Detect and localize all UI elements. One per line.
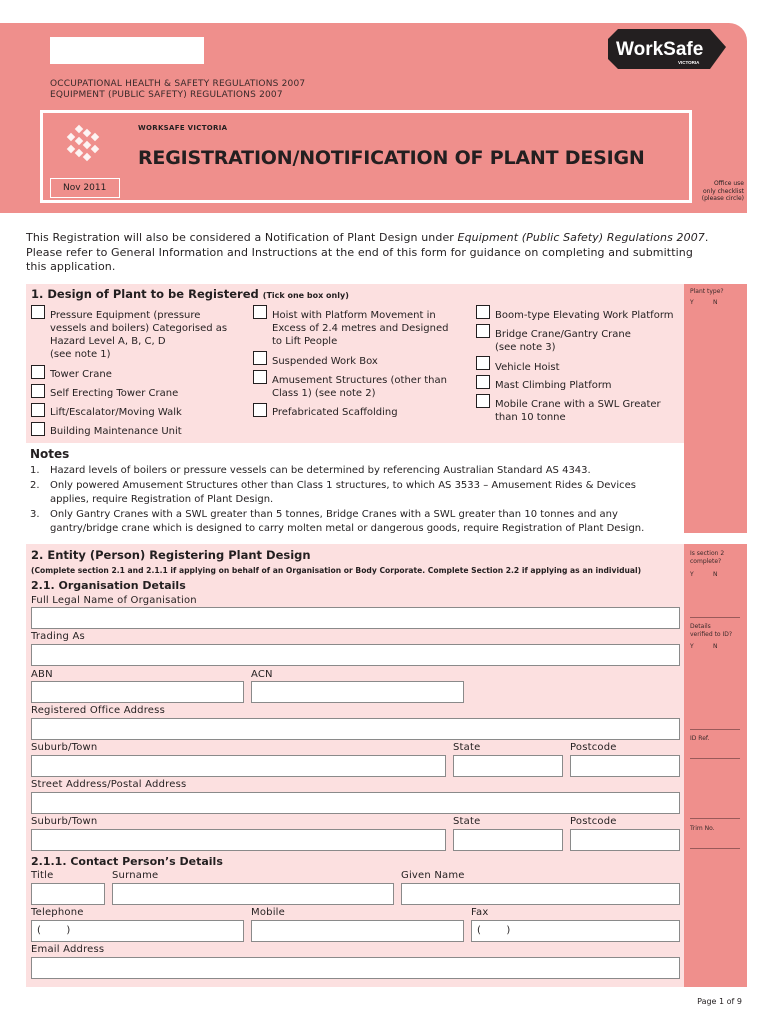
registered-office-input[interactable] [31, 718, 680, 740]
option-lift-escalator: Lift/Escalator/Moving Walk [50, 407, 182, 418]
divider [690, 818, 740, 819]
checkbox-bridge-gantry-crane[interactable] [476, 324, 490, 338]
trim-no-label: Trim No. [690, 825, 715, 832]
intro-text: This Registration will also be considered a Notification of Plant Design under Equipment (Public Safety) Regulations 2007. Please refer to General Information and Instructions at the end of this form for guidance on completing and submitting this application. [26, 231, 709, 273]
section2-complete-q: Is section 2 complete? [690, 550, 725, 565]
mobile-input[interactable] [251, 920, 464, 942]
verified-id-y[interactable]: Y [690, 643, 694, 650]
label-suburb-2: Suburb/Town [31, 816, 98, 827]
title-input[interactable] [31, 883, 105, 905]
divider [690, 729, 740, 730]
label-given-name: Given Name [401, 870, 465, 881]
given-name-input[interactable] [401, 883, 680, 905]
option-bridge-gantry-crane: Bridge Crane/Gantry Crane (see note 3) [495, 329, 631, 353]
option-suspended-work-box: Suspended Work Box [272, 356, 378, 367]
logo-sub: VICTORIA [678, 60, 700, 65]
option-boom-type-ewp: Boom-type Elevating Work Platform [495, 310, 674, 321]
id-ref-line[interactable] [690, 758, 740, 759]
form-date: Nov 2011 [50, 178, 120, 198]
trading-as-input[interactable] [31, 644, 680, 666]
abn-input[interactable] [31, 681, 244, 703]
worksafe-logo [606, 25, 728, 73]
note-3: 3. Only Gantry Cranes with a SWL greater than 5 tonnes, Bridge Cranes with a SWL greater than 10 tonnes and any gantry/bridge crane which is designed to carry molten metal or dangerous goods, require Registration of Plant Design. [30, 509, 645, 534]
surname-input[interactable] [112, 883, 394, 905]
page-title: REGISTRATION/NOTIFICATION OF PLANT DESIGN [138, 147, 645, 169]
checkbox-building-maintenance-unit[interactable] [31, 422, 45, 436]
checkbox-self-erecting-tower-crane[interactable] [31, 384, 45, 398]
label-state-2: State [453, 816, 481, 827]
checkbox-suspended-work-box[interactable] [253, 351, 267, 365]
contact-details-title: 2.1.1. Contact Person’s Details [31, 855, 223, 868]
label-postcode-2: Postcode [570, 816, 617, 827]
diamond-pattern-icon [66, 124, 104, 164]
checkbox-boom-type-ewp[interactable] [476, 305, 490, 319]
office-use-note: Office use only checklist (please circle) [701, 180, 744, 202]
verified-id-n[interactable]: N [713, 643, 718, 650]
label-telephone: Telephone [31, 907, 84, 918]
notes-title: Notes [30, 447, 70, 461]
section-2-instruction: (Complete section 2.1 and 2.1.1 if applying on behalf of an Organisation or Body Corporate. Complete Section 2.2 if applying as an individual) [31, 566, 642, 575]
label-trading-as: Trading As [31, 631, 85, 642]
divider [690, 617, 740, 618]
option-amusement-structures: Amusement Structures (other than Class 1) (see note 2) [272, 375, 447, 399]
checkbox-amusement-structures[interactable] [253, 370, 267, 384]
option-mast-climbing-platform: Mast Climbing Platform [495, 380, 612, 391]
suburb-input[interactable] [31, 755, 446, 777]
checkbox-pressure-equipment[interactable] [31, 305, 45, 319]
regulations-line-2: EQUIPMENT (PUBLIC SAFETY) REGULATIONS 2007 [50, 90, 283, 100]
state-input[interactable] [453, 755, 563, 777]
section-1-title: 1. Design of Plant to be Registered (Tick one box only) [31, 287, 349, 301]
plant-type-label: Plant type? [690, 288, 724, 295]
regulations-line-1: OCCUPATIONAL HEALTH & SAFETY REGULATIONS 2007 [50, 79, 306, 89]
acn-input[interactable] [251, 681, 464, 703]
label-email: Email Address [31, 944, 105, 955]
label-street-postal: Street Address/Postal Address [31, 779, 187, 790]
option-vehicle-hoist: Vehicle Hoist [495, 362, 560, 373]
logo-text: WorkSafe [616, 39, 704, 60]
section-2-office-panel [684, 544, 747, 987]
label-mobile: Mobile [251, 907, 286, 918]
label-acn: ACN [251, 669, 273, 680]
trim-no-line[interactable] [690, 848, 740, 849]
fax-input[interactable]: ( ) [471, 920, 680, 942]
checkbox-tower-crane[interactable] [31, 365, 45, 379]
label-full-legal-name: Full Legal Name of Organisation [31, 595, 197, 606]
label-fax: Fax [471, 907, 489, 918]
email-input[interactable] [31, 957, 680, 979]
reference-number-box[interactable] [50, 37, 204, 64]
note-2: 2. Only powered Amusement Structures other than Class 1 structures, to which AS 3533 – Amusement Rides & Devices applies, require Registration of Plant Design. [30, 480, 636, 505]
label-title: Title [31, 870, 54, 881]
checkbox-hoist-platform[interactable] [253, 305, 267, 319]
label-surname: Surname [112, 870, 159, 881]
full-legal-name-input[interactable] [31, 607, 680, 629]
verified-id-q: Details verified to ID? [690, 623, 733, 638]
telephone-input[interactable]: ( ) [31, 920, 244, 942]
checkbox-mast-climbing-platform[interactable] [476, 375, 490, 389]
label-state: State [453, 742, 481, 753]
street-postal-input[interactable] [31, 792, 680, 814]
section2-complete-n[interactable]: N [713, 571, 718, 578]
plant-type-n[interactable]: N [713, 299, 718, 306]
plant-type-y[interactable]: Y [690, 299, 694, 306]
label-registered-office: Registered Office Address [31, 705, 165, 716]
checkbox-mobile-crane[interactable] [476, 394, 490, 408]
label-abn: ABN [31, 669, 53, 680]
label-postcode: Postcode [570, 742, 617, 753]
suburb-input-2[interactable] [31, 829, 446, 851]
section-2-title: 2. Entity (Person) Registering Plant Design [31, 548, 311, 562]
checkbox-prefabricated-scaffolding[interactable] [253, 403, 267, 417]
section2-complete-y[interactable]: Y [690, 571, 694, 578]
option-hoist-platform: Hoist with Platform Movement in Excess of 2.4 metres and Designed to Lift People [272, 310, 449, 347]
option-building-maintenance-unit: Building Maintenance Unit [50, 426, 182, 437]
note-1: 1. Hazard levels of boilers or pressure vessels can be determined by referencing Australian Standard AS 4343. [30, 465, 591, 476]
checkbox-lift-escalator[interactable] [31, 403, 45, 417]
organisation-details-title: 2.1. Organisation Details [31, 579, 186, 592]
option-pressure-equipment: Pressure Equipment (pressure vessels and boilers) Categorised as Hazard Level A, B, C, D (see note 1) [50, 310, 228, 360]
id-ref-label: ID Ref. [690, 735, 710, 742]
option-mobile-crane: Mobile Crane with a SWL Greater than 10 tonne [495, 399, 661, 423]
label-suburb: Suburb/Town [31, 742, 98, 753]
page-number: Page 1 of 9 [697, 997, 742, 1006]
option-prefabricated-scaffolding: Prefabricated Scaffolding [272, 407, 398, 418]
postcode-input[interactable] [570, 755, 680, 777]
checkbox-vehicle-hoist[interactable] [476, 356, 490, 370]
org-label: WORKSAFE VICTORIA [138, 124, 228, 132]
section-1-office-panel [684, 284, 747, 533]
option-self-erecting-tower-crane: Self Erecting Tower Crane [50, 388, 179, 399]
state-input-2[interactable] [453, 829, 563, 851]
option-tower-crane: Tower Crane [50, 369, 112, 380]
postcode-input-2[interactable] [570, 829, 680, 851]
